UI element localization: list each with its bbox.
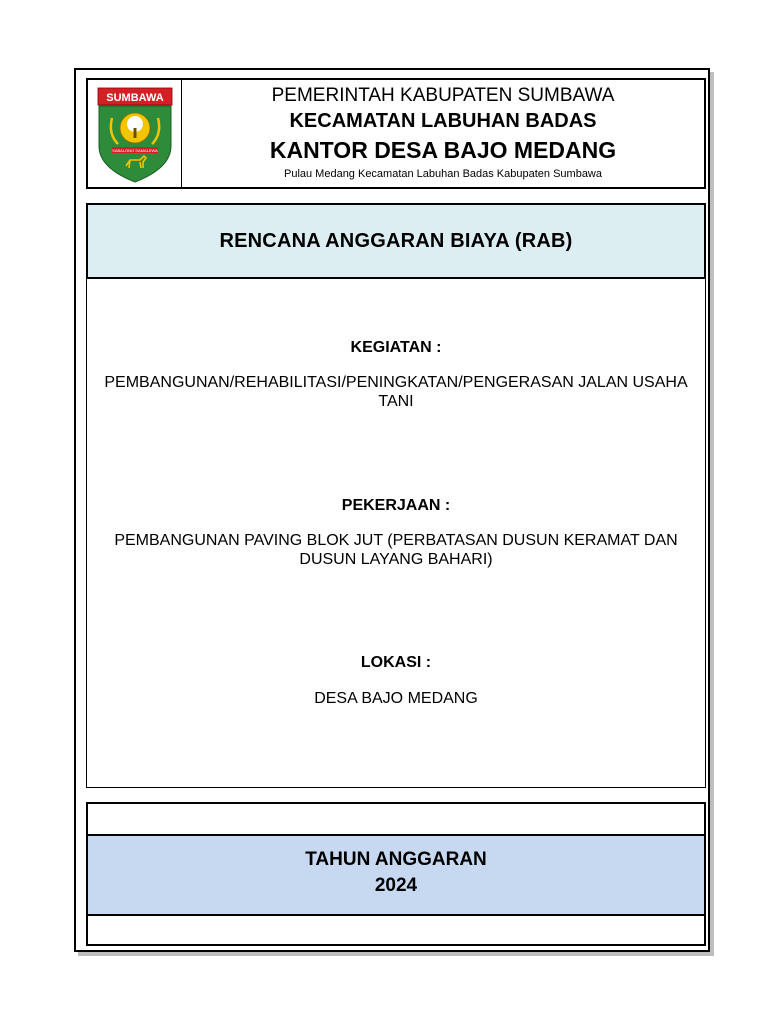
work-value: PEMBANGUNAN PAVING BLOK JUT (PERBATASAN DUSUN KERAMAT DAN DUSUN LAYANG BAHARI) bbox=[114, 532, 678, 568]
document-title: RENCANA ANGGARAN BIAYA (RAB) bbox=[86, 203, 706, 279]
office-address: Pulau Medang Kecamatan Labuhan Badas Kabupaten Sumbawa bbox=[283, 168, 602, 180]
fiscal-year-label: TAHUN ANGGARAN bbox=[305, 849, 487, 870]
work-label: PEKERJAAN : bbox=[341, 497, 451, 514]
letterhead-text bbox=[182, 80, 704, 187]
logo-motto: SABALONG SAMALEWA bbox=[111, 147, 158, 153]
activity-label: KEGIATAN : bbox=[350, 339, 442, 356]
logo-text: SUMBAWA bbox=[105, 91, 164, 104]
letterhead bbox=[86, 78, 706, 189]
activity-value: PEMBANGUNAN/REHABILITASI/PENINGKATAN/PENGERASAN JALAN USAHA TANI bbox=[104, 374, 688, 410]
fiscal-year-panel bbox=[88, 836, 704, 916]
location-value: DESA BAJO MEDANG bbox=[314, 690, 478, 707]
location-label: LOKASI : bbox=[360, 654, 432, 671]
document-body bbox=[86, 277, 706, 788]
fiscal-year-block bbox=[86, 802, 706, 946]
government-name: PEMERINTAH KABUPATEN SUMBAWA bbox=[271, 85, 615, 106]
footer-spacer-top bbox=[88, 804, 704, 836]
work-section bbox=[87, 497, 705, 569]
sumbawa-emblem-icon bbox=[96, 84, 174, 184]
activity-section bbox=[87, 339, 705, 411]
village-office-name: KANTOR DESA BAJO MEDANG bbox=[269, 137, 617, 163]
logo-cell bbox=[88, 80, 182, 187]
document-page bbox=[74, 68, 710, 952]
fiscal-year-value: 2024 bbox=[374, 875, 418, 896]
district-name: KECAMATAN LABUHAN BADAS bbox=[289, 110, 597, 132]
location-section bbox=[87, 654, 705, 708]
